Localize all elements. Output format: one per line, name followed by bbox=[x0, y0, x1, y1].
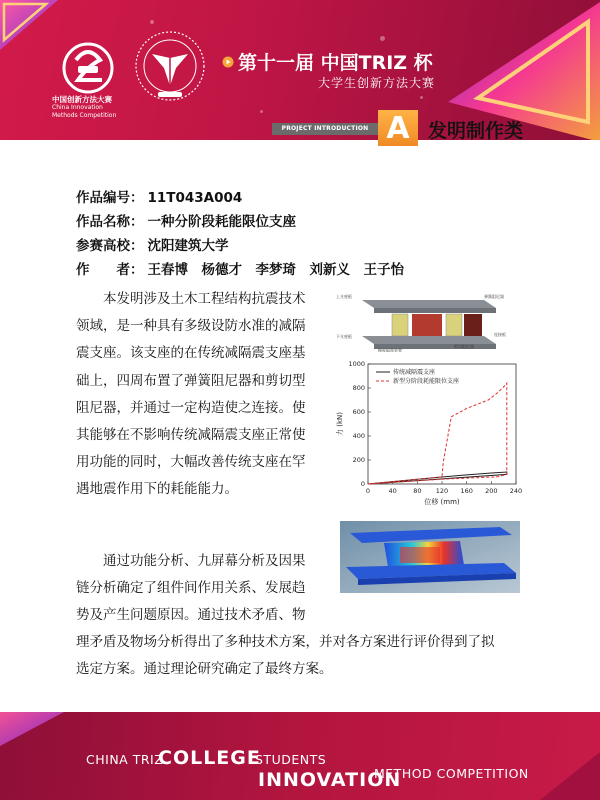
x-tick-label: 40 bbox=[388, 487, 397, 495]
x-tick-label: 200 bbox=[485, 487, 498, 495]
description-paragraph-2: 通过功能分析、九屏幕分析及因果 链分析确定了组件间作用关系、发展趋 势及产生问题原因。通过技术矛盾、物 bbox=[76, 553, 306, 623]
y-tick-label: 600 bbox=[352, 408, 365, 416]
category-label: 发明制作类 bbox=[428, 120, 524, 142]
figure-label: 弹簧阻尼器 bbox=[484, 294, 504, 299]
y-tick-label: 1000 bbox=[348, 360, 365, 368]
footer-text: METHOD COMPETITION bbox=[374, 766, 529, 781]
decorative-triangle-icon bbox=[0, 0, 60, 60]
authors-row: 作 者： 王春博 杨德才 李梦琦 刘新义 王子怡 bbox=[76, 262, 404, 278]
x-tick-label: 160 bbox=[460, 487, 473, 495]
figure-label: 橡胶隔震装置 bbox=[378, 348, 402, 352]
footer-text-bold: INNOVATION bbox=[258, 769, 402, 791]
footer-text-bold: COLLEGE bbox=[158, 747, 261, 769]
project-name-row: 作品名称： 一种分阶段耗能限位支座 bbox=[76, 214, 296, 230]
footer-text: CHINA TRIZ bbox=[86, 752, 164, 767]
y-tick-label: 200 bbox=[352, 456, 365, 464]
x-tick-label: 0 bbox=[365, 487, 371, 495]
x-tick-label: 120 bbox=[435, 487, 449, 495]
triz-logo-icon bbox=[58, 36, 118, 100]
y-tick-label: 800 bbox=[352, 384, 365, 392]
x-tick-label: 240 bbox=[509, 487, 523, 495]
project-info bbox=[76, 186, 404, 282]
competition-subtitle: 大学生创新方法大赛 bbox=[318, 76, 436, 90]
figure-label: 上支座板 bbox=[336, 294, 352, 299]
footer-banner bbox=[0, 712, 600, 800]
legend-entry: 新型分阶段耗能限位支座 bbox=[393, 378, 460, 385]
y-tick-label: 0 bbox=[360, 480, 365, 488]
y-tick-label: 400 bbox=[352, 432, 365, 440]
school-row: 参赛高校： 沈阳建筑大学 bbox=[76, 238, 229, 254]
competition-title: 第十一届 中国TRIZ 杯 bbox=[238, 52, 433, 74]
y-axis-label: 力 (kN) bbox=[336, 412, 344, 436]
description-paragraph-1: 本发明涉及土木工程结构抗震技术 领域，是一种具有多级设防水准的减隔 震支座。该支座的在传统减隔震支座基 础上，四周布置了弹簧阻尼器和剪切型 阻尼器，并通过一定构造使之连接。使 其能够在不影响传统减隔震支座正常使 用功能的同时，大幅改善传统支座在罕 遇地震作用下的耗能能力。 bbox=[76, 291, 306, 498]
category-letter: A bbox=[378, 110, 418, 146]
project-intro-bar: PROJECT INTRODUCTION bbox=[272, 123, 378, 135]
logo-caption: 中国创新方法大赛 China Innovation Methods Competition bbox=[52, 95, 117, 119]
x-tick-label: 80 bbox=[413, 487, 422, 495]
figure-label: 剪切阻尼器 bbox=[454, 344, 474, 349]
figure-label: 连接板 bbox=[494, 332, 506, 337]
force-displacement-chart bbox=[334, 356, 530, 514]
footer-text: STUDENTS bbox=[255, 752, 327, 767]
legend-entry: 传统减隔震支座 bbox=[393, 369, 436, 376]
project-id-row: 作品编号： 11T043A004 bbox=[76, 190, 243, 206]
figure-label: 下支座板 bbox=[336, 334, 352, 339]
play-icon bbox=[222, 56, 234, 68]
x-axis-label: 位移 (mm) bbox=[424, 498, 460, 506]
bearing-device-figure bbox=[334, 290, 520, 352]
description-paragraph-2-cont: 理矛盾及物场分析得出了多种技术方案，并对各方案进行评价得到了拟 选定方案。通过理论研究确定了最终方案。 bbox=[76, 634, 495, 677]
finite-element-figure bbox=[340, 521, 520, 593]
competition-emblem-icon bbox=[132, 28, 208, 104]
